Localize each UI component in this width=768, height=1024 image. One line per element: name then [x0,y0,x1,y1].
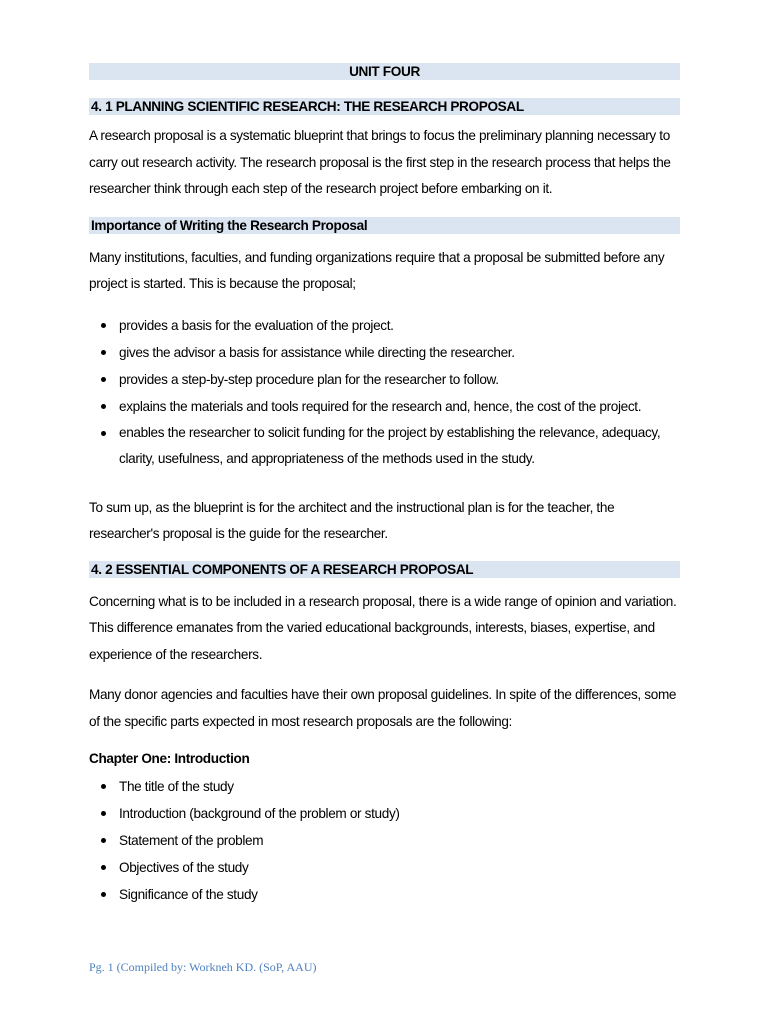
list-item: Statement of the problem [89,827,680,854]
section-heading-4-1: 4. 1 PLANNING SCIENTIFIC RESEARCH: THE RESEARCH PROPOSAL [89,98,680,115]
importance-intro: Many institutions, faculties, and funding organizations require that a proposal be submitted before any project is started. This is because the proposal; [89,249,665,291]
list-item: Objectives of the study [89,854,680,881]
page-footer: Pg. 1 (Compiled by: Workneh KD. (SoP, AAU) [89,960,317,974]
list-item: provides a step-by-step procedure plan for the researcher to follow. [89,366,680,393]
components-paragraph: Concerning what is to be included in a research proposal, there is a wide range of opinion and variation. This difference emanates from the varied educational backgrounds, interests, biases, expertise, and experience of the researchers. [89,593,677,662]
page-content [89,63,680,908]
guidelines-paragraph: Many donor agencies and faculties have their own proposal guidelines. In spite of the differences, some of the specific parts expected in most research proposals are the following: [89,687,677,729]
list-item: provides a basis for the evaluation of the project. [89,312,680,339]
research-proposal-definition: A research proposal is a systematic blueprint that brings to focus the preliminary planning necessary to carry out research activity. The research proposal is the first step in the research process that helps the researcher think through each step of the research project before embarking on it. [89,128,671,196]
unit-title: UNIT FOUR [89,63,680,80]
section-heading-4-2: 4. 2 ESSENTIAL COMPONENTS OF A RESEARCH PROPOSAL [89,561,680,578]
chapter-one-heading: Chapter One: Introduction [89,751,250,766]
list-item: explains the materials and tools required for the research and, hence, the cost of the project. [89,393,680,420]
list-item: enables the researcher to solicit funding for the project by establishing the relevance, adequacy, clarity, usefulness, and appropriateness of the methods used in the study. [89,420,680,473]
list-item: Introduction (background of the problem or study) [89,800,680,827]
importance-bullet-list [89,312,680,473]
list-item: Significance of the study [89,881,680,908]
importance-heading: Importance of Writing the Research Proposal [89,217,680,234]
list-item: gives the advisor a basis for assistance while directing the researcher. [89,339,680,366]
chapter-one-list [89,773,680,908]
summary-paragraph: To sum up, as the blueprint is for the architect and the instructional plan is for the teacher, the researcher's proposal is the guide for the researcher. [89,499,615,541]
list-item: The title of the study [89,773,680,800]
